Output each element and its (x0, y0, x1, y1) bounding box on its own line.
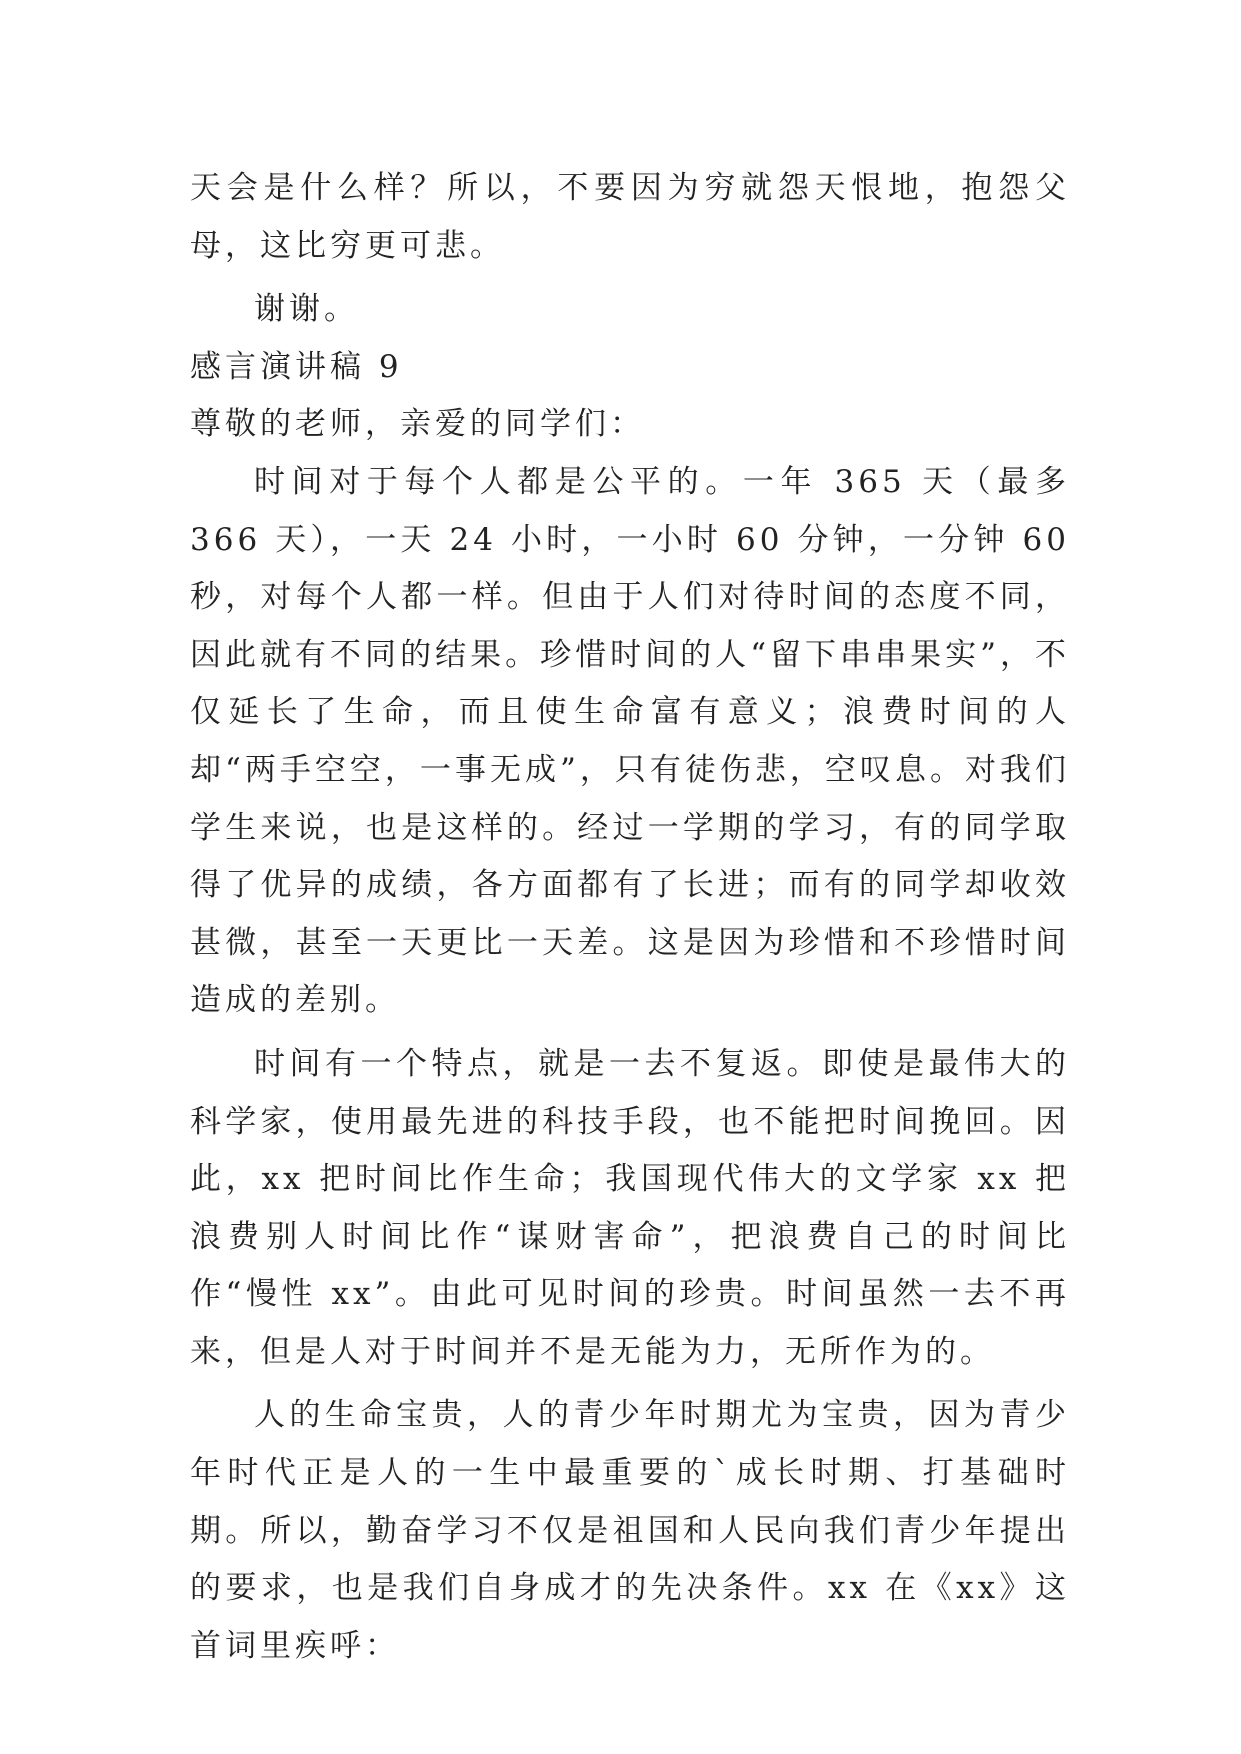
salutation: 尊敬的老师，亲爱的同学们： (190, 406, 645, 443)
speech-heading: 感言演讲稿 9 (190, 348, 403, 385)
paragraph-time-feature: 时间有一个特点，就是一去不复返。即使是最伟大的科学家，使用最先进的科技手段，也不能把时间挽回。因此，xx 把时间比作生命；我国现代伟大的文学家 xx 把浪费别人时间比作“谋财害命”，把浪费自己的时间比作“慢性 xx”。由此可见时间的珍贵。时间虽然一去不再来，但是人对于时间并不是无能为力，无所作为的。 (190, 1045, 1070, 1370)
paragraph-continued: 天会是什么样？所以，不要因为穷就怨天恨地，抱怨父母，这比穷更可悲。 (190, 170, 1070, 264)
paragraph-thanks: 谢谢。 (254, 291, 359, 328)
paragraph-time-fair: 时间对于每个人都是公平的。一年 365 天（最多 366 天），一天 24 小时，一小时 60 分钟，一分钟 60 秒，对每个人都一样。但由于人们对待时间的态度不同，因此就有不同的结果。珍惜时间的人“留下串串果实”，不仅延长了生命，而且使生命富有意义；浪费时间的人却“两手空空，一事无成”，只有徒伤悲，空叹息。对我们学生来说，也是这样的。经过一学期的学习，有的同学取得了优异的成绩，各方面都有了长进；而有的同学却收效甚微，甚至一天更比一天差。这是因为珍惜和不珍惜时间造成的差别。 (190, 463, 1070, 1019)
document-body (190, 160, 1070, 1675)
paragraph-youth: 人的生命宝贵，人的青少年时期尤为宝贵，因为青少年时代正是人的一生中最重要的`成长时期、打基础时期。所以，勤奋学习不仅是祖国和人民向我们青少年提出的要求，也是我们自身成才的先决条件。xx 在《xx》这首词里疾呼： (190, 1397, 1070, 1664)
